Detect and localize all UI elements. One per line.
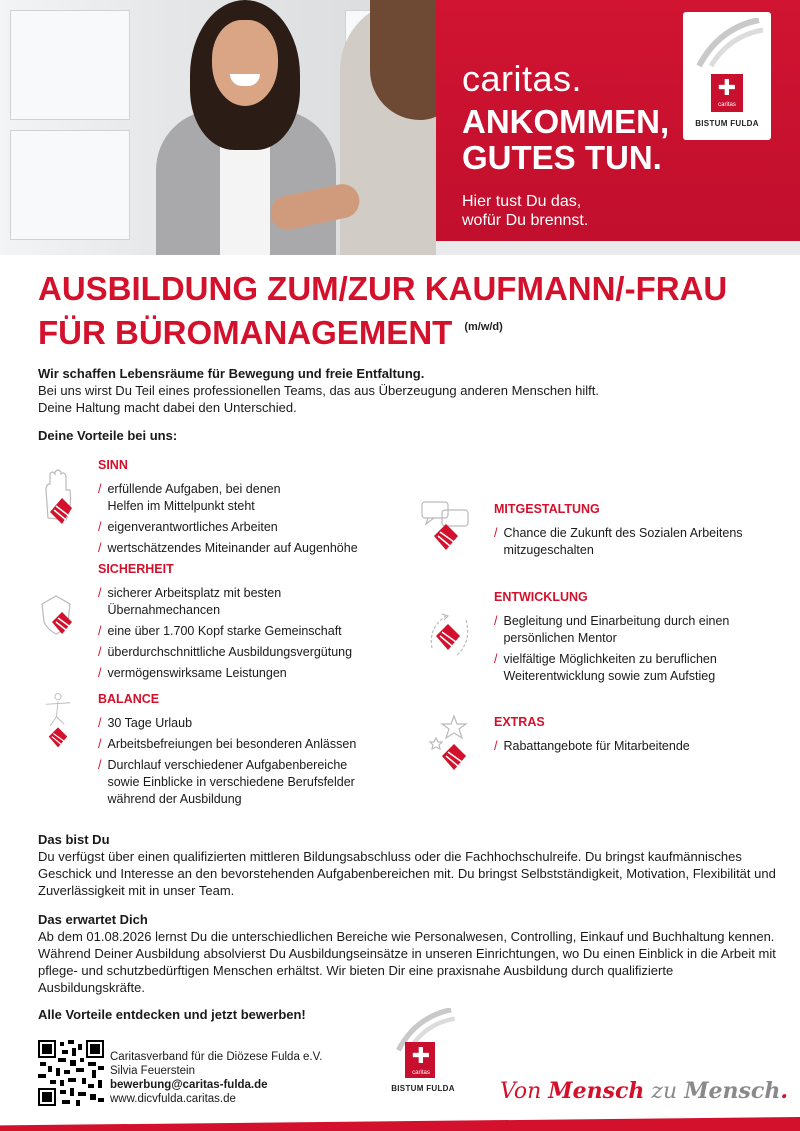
hero-banner: [0, 0, 800, 255]
section-das-erwartet-dich: Das erwartet Dich Ab dem 01.08.2026 lernst Du die unterschiedlichen Bereiche wie Personalwesen, Controlling, Einkauf und Buchhaltung kennen. Während Deiner Ausbildung absolvierst Du Ausbildungseinsätze in unseren Einrichtungen, wo Du einen Einblick in die Arbeit mit pflege- und schutzbedürftigen Menschen erhältst. Wir bieten Dir eine praxisnahe Ausbildung durch qualifizierte Ausbildungskräfte.: [38, 912, 776, 995]
call-to-action: Alle Vorteile entdecken und jetzt bewerben!: [38, 1007, 306, 1022]
benefit-balance: BALANCE / 30 Tage Urlaub / Arbeitsbefreiungen bei besonderen Anlässen / Durchlauf verschiedener Aufgabenbereiche sowie Einblicke in verschiedene Berufsfelder während der Ausbildung: [98, 692, 357, 806]
qr-code-icon[interactable]: [38, 1040, 104, 1106]
caritas-cross-icon: ✚ caritas: [405, 1042, 435, 1078]
caritas-logo: [683, 12, 771, 140]
job-title: AUSBILDUNG ZUM/ZUR KAUFMANN/-FRAU FÜR BÜROMANAGEMENT $^{(m/w/d)}$: [38, 270, 728, 351]
contact-web-link[interactable]: www.dicvfulda.caritas.de: [110, 1093, 236, 1105]
hero-slogan: ANKOMMEN, GUTES TUN.: [462, 103, 670, 176]
contact-person: Silvia Feuerstein: [110, 1065, 196, 1077]
gender-tag: (m/w/d): [464, 321, 503, 333]
contact-info: [110, 1050, 322, 1106]
intro-text: Wir schaffen Lebensräume für Bewegung und freie Entfaltung. Bei uns wirst Du Teil eines professionellen Teams, das aus Überzeugung anderen Menschen hilft. Deine Haltung macht dabei den Unterschied.: [38, 366, 600, 415]
hero-photo: [0, 0, 436, 255]
contact-org: Caritasverband für die Diözese Fulda e.V.: [110, 1051, 323, 1063]
person-balance-icon: [38, 692, 78, 752]
benefit-entwicklung: ENTWICKLUNG / Begleitung und Einarbeitung durch einen persönlichen Mentor / vielfältige Möglichkeiten zu beruflichen Weiterentwicklung sowie zum Aufstieg: [494, 590, 730, 683]
bottom-accent-bar: [0, 1117, 800, 1131]
speech-bubbles-icon: [420, 498, 470, 558]
hero-sub-slogan: Hier tust Du das, wofür Du brennst.: [462, 193, 589, 229]
benefit-sinn: SINN / erfüllende Aufgaben, bei denen Helfen im Mittelpunkt steht / eigenverantwortliches Arbeiten / wertschätzendes Miteinander auf Augenhöhe: [98, 458, 358, 555]
benefit-extras: EXTRAS / Rabattangebote für Mitarbeitende: [494, 715, 690, 753]
shield-icon: [38, 592, 78, 652]
logo-bistum-text: BISTUM FULDA: [695, 119, 759, 128]
brand-wordmark: caritas.: [462, 58, 583, 99]
benefit-mitgestaltung: MITGESTALTUNG / Chance die Zukunft des Sozialen Arbeitens mitzugeschalten: [494, 502, 743, 557]
stars-icon: [428, 714, 476, 774]
caritas-cross-icon: ✚ caritas: [711, 74, 743, 112]
benefit-sicherheit: SICHERHEIT / sicherer Arbeitsplatz mit besten Übernahmechancen / eine über 1.700 Kopf starke Gemeinschaft / überdurchschnittliche Ausbildungsvergütung / vermögenswirksame Leistungen: [98, 562, 353, 680]
hand-icon: [38, 468, 78, 528]
contact-email-link[interactable]: bewerbung@caritas-fulda.de: [110, 1079, 268, 1091]
caritas-logo-footer: ✚ caritas BISTUM FULDA: [385, 1008, 461, 1108]
section-das-bist-du: Das bist Du Du verfügst über einen qualifizierten mittleren Bildungsabschluss oder die Fachhochschulreife. Du bringst kaufmännisches Geschick und Interesse an den bevorstehenden Aufgabenbereichen mit. Du bringst Selbstständigkeit, Motivation, Flexibilität und Zuverlässigkeit mit in unser Team.: [38, 832, 776, 898]
claim-von-mensch-zu-mensch: Von Mensch zu Mensch.: [500, 1078, 788, 1104]
benefits-title: Deine Vorteile bei uns:: [38, 428, 178, 443]
growth-arrows-icon: [426, 608, 474, 668]
swoosh-icon: [689, 18, 765, 68]
